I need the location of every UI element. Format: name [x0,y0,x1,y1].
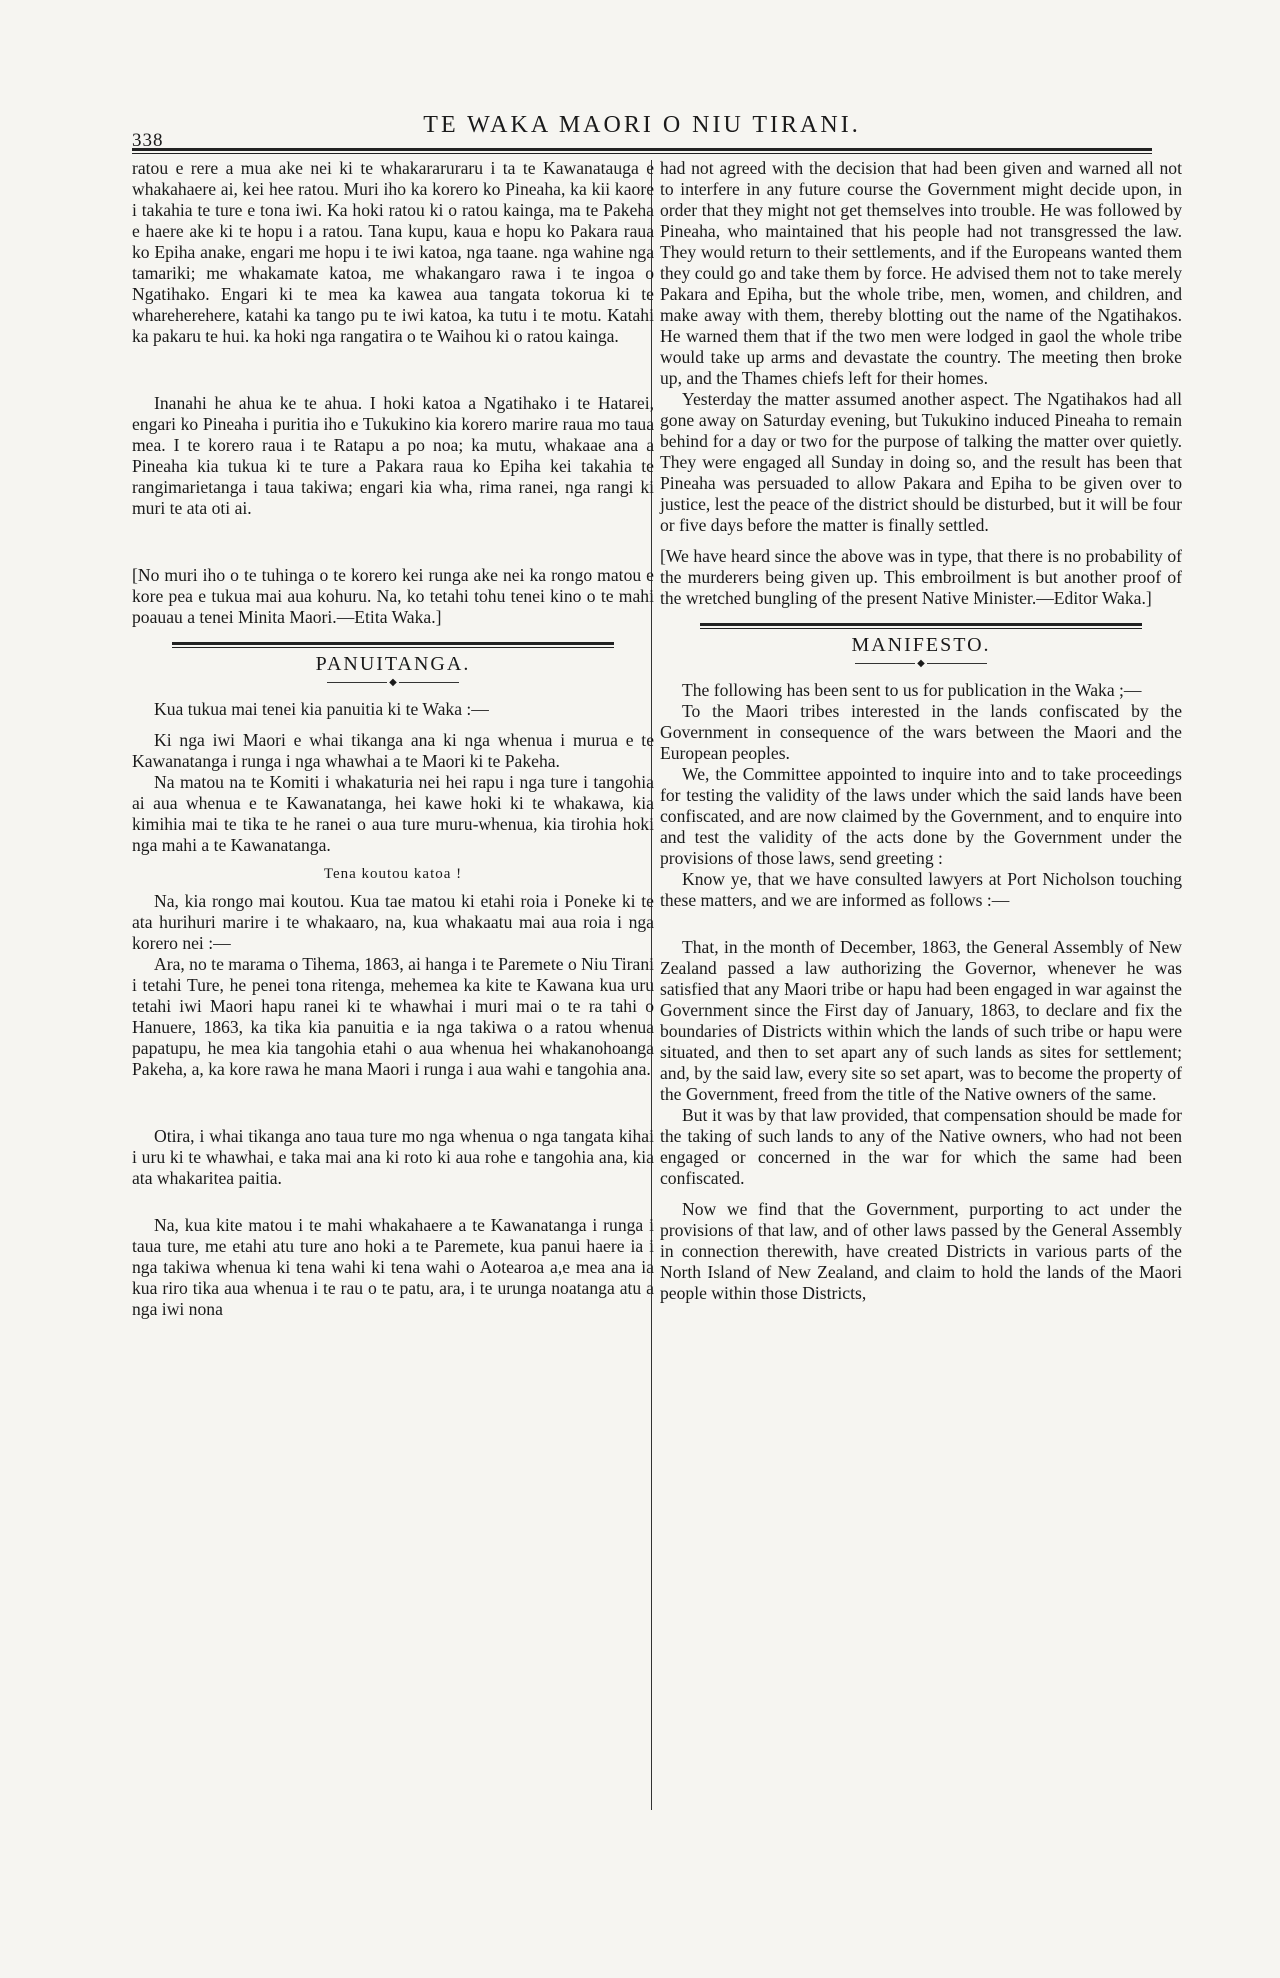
ornament-divider-left: ◆ [132,677,654,689]
right-intro: The following has been sent to us for publication in the Waka ;— [682,680,1142,700]
right-paragraph-9: Now we find that the Government, purporting to act under the provisions of that law, and of other laws passed by the General Assembly in connection therewith, have created Districts in various parts of the North Island of New Zealand, and claim to hold the lands of the Maori people within those Districts, [660,1199,1182,1303]
left-paragraph-4: Ki nga iwi Maori e whai tikanga ana ki nga whenua i murua e te Kawanatanga i runga i nga whawhai a te Maori ki te Pakeha. [132,730,654,771]
page-header [132,108,1152,151]
left-editor-note: [No muri iho o te tuhinga o te korero kei runga ake nei ka rongo matou e kore pea e tukua mai aua kohuru. Na, ko tetahi tohu tenei kino o te mahi poauau a tenei Minita Maori.—Etita Waka.] [132,565,654,627]
left-paragraph-2: Inanahi he ahua ke te ahua. I hoki katoa a Ngatihako i te Hatarei, engari ko Pineaha i puritia iho e Tukukino kia korero marire raua mo taua mea. I te korero raua i te Ratapu a po noa; ka mutu, whakaae ana a Pineaha kia tukua ki te ture a Pakara raua ko Epiha kei takahia te rangimarietanga i taua takiwa; engari kia wha, rima ranei, nga rangi ki muri te ata oti ai. [132,393,654,518]
left-paragraph-7: Ara, no te marama o Tihema, 1863, ai hanga i te Paremete o Niu Tirani i tetahi Ture, he penei tona ritenga, mehemea ka kite te Kawana kua uru tetahi iwi Maori hapu ranei ki te whawhai i muri mai o te ra tahi o Hanuere, 1863, ka tika kia panuitia e ia nga takiwa o a ratou whenua papatupu, he mea kia tangohia etahi o aua whenua hei whakanohoanga Pakeha, a, ka kore rawa he mana Maori i runga i aua wahi e tangohia ana. [132,954,654,1079]
section-heading-panuitanga: PANUITANGA. [315,653,471,675]
section-heading-manifesto: MANIFESTO. [851,634,991,656]
header-rule [132,148,1152,154]
right-editor-note: [We have heard since the above was in type, that there is no probability of the murderers being given up. This embroilment is but another proof of the wretched bungling of the present Native Minister.—Editor Waka.] [660,546,1182,608]
left-paragraph-1: ratou e rere a mua ake nei ki te whakararuraru i ta te Kawanatauga e whakahaere ai, kei hee ratou. Muri iho ka korero ko Pineaha, ka kii kaore i takahia te ture e tona iwi. Ka hoki ratou ki o ratou kainga, ma te Pakeha e haere ake ki te hopu i a ratou. Tana kupu, kaua e hopu ko Pakara raua ko Epiha anake, engari me hopu i te iwi katoa, nga taane. nga wahine nga tamariki; me whakamate katoa, me whakangaro rawa i te ingoa o Ngatihako. Engari ki te mea ka kawea aua tangata tokorua ki te whareherehere, katahi ka tango pu te iwi katoa, ka tutu i te motu. Katahi ka pakaru te hui. ka hoki nga rangatira o te Waihou ki o ratou kainga. [132,158,654,346]
left-paragraph-8: Otira, i whai tikanga ano taua ture mo nga whenua o nga tangata kihai i uru ki te whawhai, e taka mai ana ki roto ki aua rohe e tangohia ana, kia ata whakaritea paitia. [132,1126,654,1188]
left-paragraph-5: Na matou na te Komiti i whakaturia nei hei rapu i nga ture i tangohia ai aua whenua e te Kawanatanga, hei kawe hoki ki te whakawa, kia kimihia mai te tika te he ranei o aua ture muru-whenua, kia tirohia hoki nga mahi a te Kawanatanga. [132,772,654,855]
right-paragraph-5: We, the Committee appointed to inquire into and to take proceedings for testing the validity of the laws under which the said lands have been confiscated, and are now claimed by the Government, and to enquire into and test the validity of the acts done by the Government under the provisions of those laws, send greeting : [660,764,1182,868]
left-column [132,158,654,1948]
left-paragraph-9: Na, kua kite matou i te mahi whakahaere a te Kawanatanga i runga i taua ture, me etahi atu ture ano hoki a te Paremete, kua panui haere ia i nga takiwa whenua ki tena wahi ki tena wahi o Aotearoa a,e mea ana ia kua riro tika aua whenua i te rau o te patu, ara, i te urunga noatanga atu a nga iwi nona [132,1215,654,1319]
section-rule-right [700,623,1142,629]
left-intro: Kua tukua mai tenei kia panuitia ki te Waka :— [154,699,489,719]
right-paragraph-6: Know ye, that we have consulted lawyers at Port Nicholson touching these matters, and we are informed as follows :— [660,869,1182,910]
running-title: TE WAKA MAORI O NIU TIRANI. [423,112,861,138]
right-column [660,158,1182,1948]
right-paragraph-1: had not agreed with the decision that had been given and warned all not to interfere in any future course the Government might decide upon, in order that they might not get themselves into trouble. He was followed by Pineaha, who maintained that his people had not transgressed the law. They would return to their settlements, and if the Europeans wanted them they could go and take them by force. He advised them not to take merely Pakara and Epiha, but the whole tribe, men, women, and children, and make away with them, thereby blotting out the name of the Ngatihakos. He warned them that if the two men were lodged in gaol the whole tribe would take up arms and devastate the country. The meeting then broke up, and the Thames chiefs left for their homes. [660,158,1182,388]
right-paragraph-4: To the Maori tribes interested in the lands confiscated by the Government in consequence of the wars between the Maori and the European peoples. [660,701,1182,763]
section-rule-left [172,642,614,648]
left-greeting: Tena koutou katoa ! [323,866,463,882]
ornament-divider-right: ◆ [660,658,1182,670]
page-number: 338 [132,130,164,151]
right-paragraph-8: But it was by that law provided, that compensation should be made for the taking of such lands to any of the Native owners, who had not been engaged or concerned in the war for which the same had been confiscated. [660,1105,1182,1188]
right-paragraph-2: Yesterday the matter assumed another aspect. The Ngatihakos had all gone away on Saturday evening, but Tukukino induced Pineaha to remain behind for a day or two for the purpose of talking the matter over quietly. They were engaged all Sunday in doing so, and the result has been that Pineaha was persuaded to allow Pakara and Epiha to be given over to justice, lest the peace of the district should be disturbed, but it will be four or five days before the matter is finally settled. [660,389,1182,535]
right-paragraph-7: That, in the month of December, 1863, the General Assembly of New Zealand passed a law authorizing the Governor, whenever he was satisfied that any Maori tribe or hapu had been engaged in war against the Government since the First day of January, 1863, to declare and fix the boundaries of Districts within which the lands of such tribe or hapu were situated, and then to set apart any of such lands as sites for settlement; and, by the said law, every site so set apart, was to become the property of the Government, freed from the title of the Native owners of the same. [660,937,1182,1104]
left-paragraph-6: Na, kia rongo mai koutou. Kua tae matou ki etahi roia i Poneke ki te ata hurihuri marire i te whakaaro, na, kua whakaatu mai aua roia i nga korero nei :— [132,891,654,953]
